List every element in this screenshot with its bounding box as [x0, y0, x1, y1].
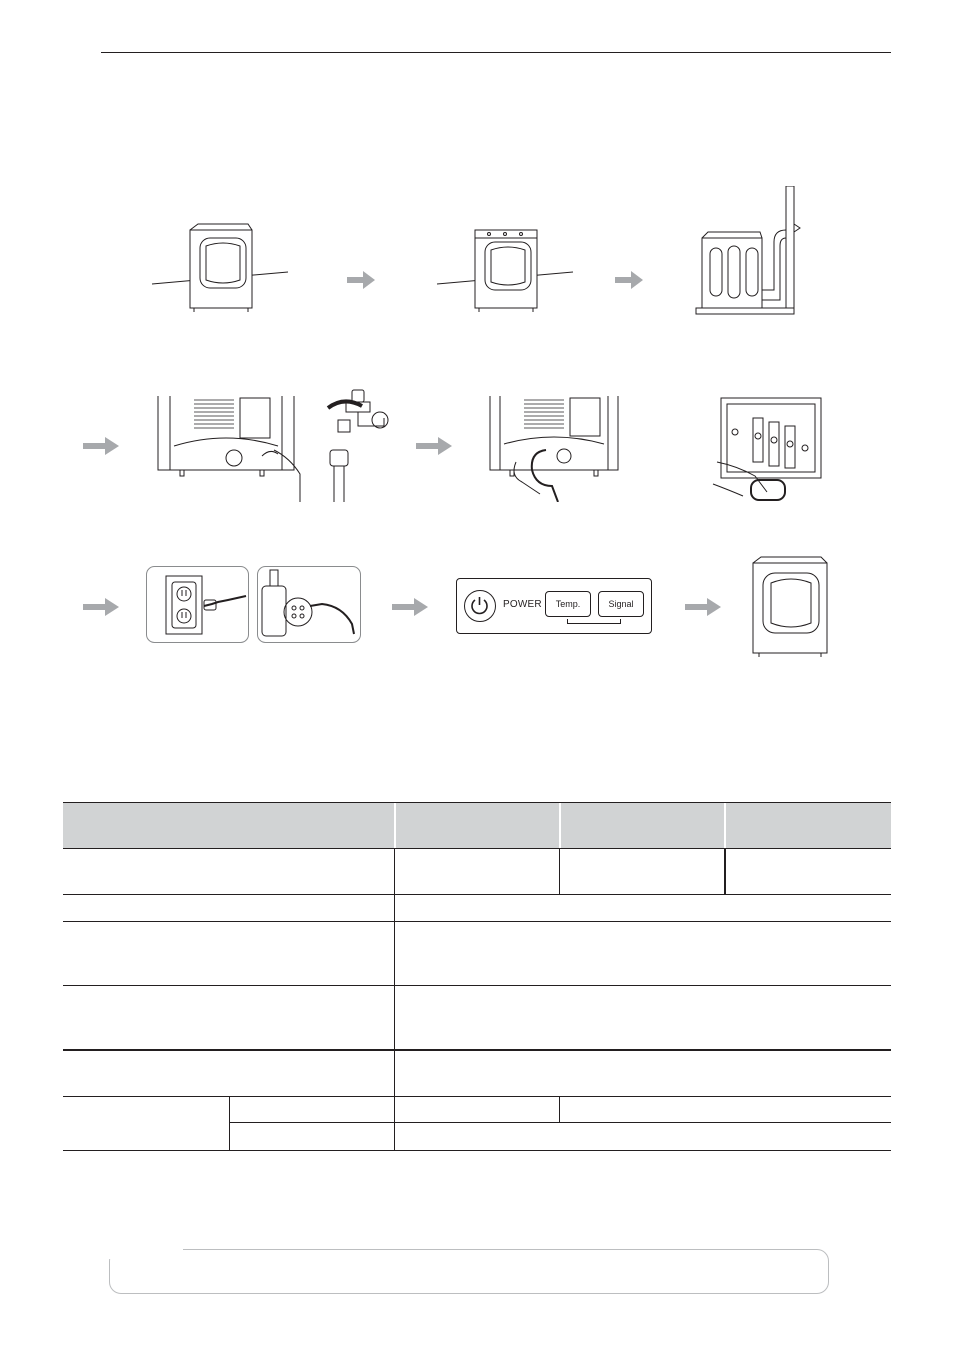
- table-rule: [63, 802, 891, 803]
- table-header-cell: [561, 802, 724, 848]
- terminal-block-illustration: [707, 392, 827, 504]
- button-bracket: [567, 619, 621, 624]
- table-rule: [394, 848, 395, 1150]
- note-box: [109, 1249, 829, 1294]
- arrow-right-icon: [347, 271, 375, 289]
- temp-button[interactable]: Temp.: [545, 591, 591, 617]
- table-rule: [63, 1049, 891, 1051]
- finished-dryer-illustration: [751, 555, 831, 659]
- header-rule: [101, 52, 891, 53]
- table-rule: [559, 848, 560, 894]
- table-rule: [63, 921, 891, 922]
- table-rule: [63, 894, 891, 895]
- water-hose-connect-illustration: [154, 386, 400, 502]
- arrow-right-icon: [83, 598, 119, 616]
- control-panel: [456, 578, 652, 634]
- exhaust-duct-illustration: [694, 186, 806, 316]
- table-rule: [229, 1096, 230, 1150]
- table-rule: [724, 848, 726, 894]
- power-icon: [465, 591, 494, 620]
- table-rule: [63, 1150, 891, 1151]
- table-header-cell: [726, 802, 891, 848]
- dryer-top-level-illustration: [433, 222, 578, 314]
- arrow-right-icon: [685, 598, 721, 616]
- note-tab: [109, 1249, 183, 1259]
- table-header-cell: [396, 802, 559, 848]
- power-button[interactable]: [464, 590, 496, 622]
- signal-button[interactable]: Signal: [598, 591, 644, 617]
- table-rule: [63, 1096, 891, 1097]
- arrow-right-icon: [392, 598, 428, 616]
- table-rule: [63, 848, 891, 849]
- arrow-right-icon: [615, 271, 643, 289]
- power-outlet-illustration: [146, 566, 362, 644]
- arrow-right-icon: [83, 437, 119, 455]
- hose-to-dryer-illustration: [486, 390, 622, 502]
- power-label: POWER: [503, 599, 542, 610]
- table-rule: [559, 1096, 560, 1122]
- table-rule: [229, 1122, 891, 1123]
- dryer-level-illustration: [148, 222, 293, 314]
- spec-table: [63, 802, 891, 1151]
- arrow-right-icon: [416, 437, 452, 455]
- table-rule: [63, 985, 891, 986]
- table-header-cell: [63, 802, 394, 848]
